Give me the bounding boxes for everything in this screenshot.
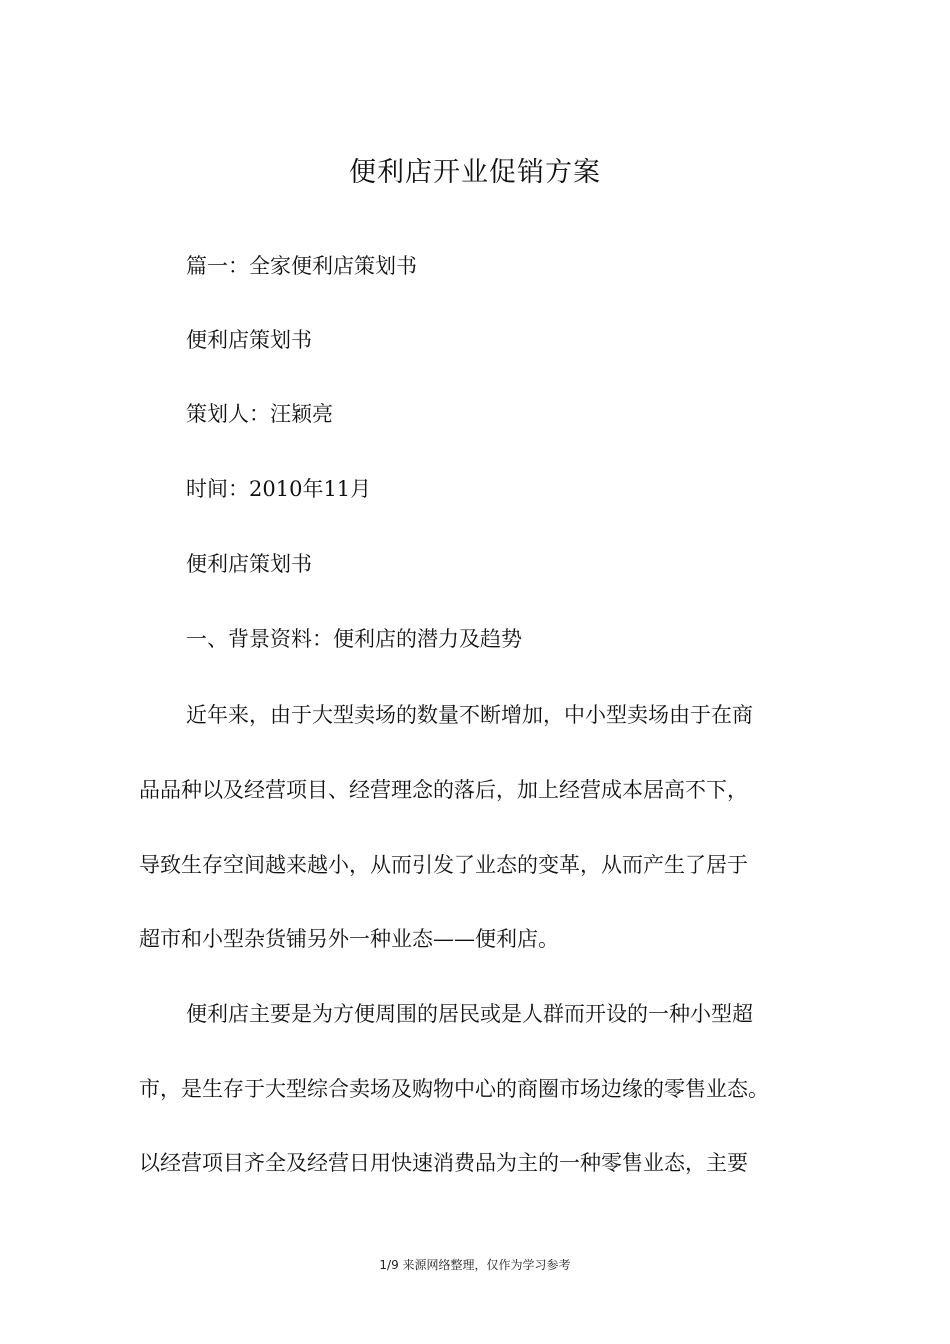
subtitle: 便利店策划书	[186, 328, 312, 352]
paragraph-line: 市，是生存于大型综合卖场及购物中心的商圈市场边缘的零售业态。	[139, 1077, 769, 1101]
paragraph-line: 近年来，由于大型卖场的数量不断增加，中小型卖场由于在商	[186, 703, 753, 727]
subtitle-repeat: 便利店策划书	[186, 552, 312, 576]
page-footer: 1/9 来源网络整理，仅作为学习参考	[379, 1258, 571, 1272]
author-line: 策划人：汪颖亮	[186, 402, 333, 426]
chapter-heading: 一、背景资料：便利店的潜力及趋势	[186, 627, 522, 651]
paragraph-line: 以经营项目齐全及经营日用快速消费品为主的一种零售业态，主要	[139, 1151, 748, 1175]
paragraph-line: 超市和小型杂货铺另外一种业态——便利店。	[139, 927, 559, 951]
section-heading: 篇一：全家便利店策划书	[186, 254, 417, 278]
paragraph-line: 导致生存空间越来越小，从而引发了业态的变革，从而产生了居于	[139, 853, 748, 877]
paragraph-line: 品品种以及经营项目、经营理念的落后，加上经营成本居高不下，	[139, 778, 748, 802]
date-line: 时间：2010年11月	[186, 477, 372, 501]
paragraph-line: 便利店主要是为方便周围的居民或是人群而开设的一种小型超	[186, 1002, 753, 1026]
document-title: 便利店开业促销方案	[349, 157, 601, 188]
